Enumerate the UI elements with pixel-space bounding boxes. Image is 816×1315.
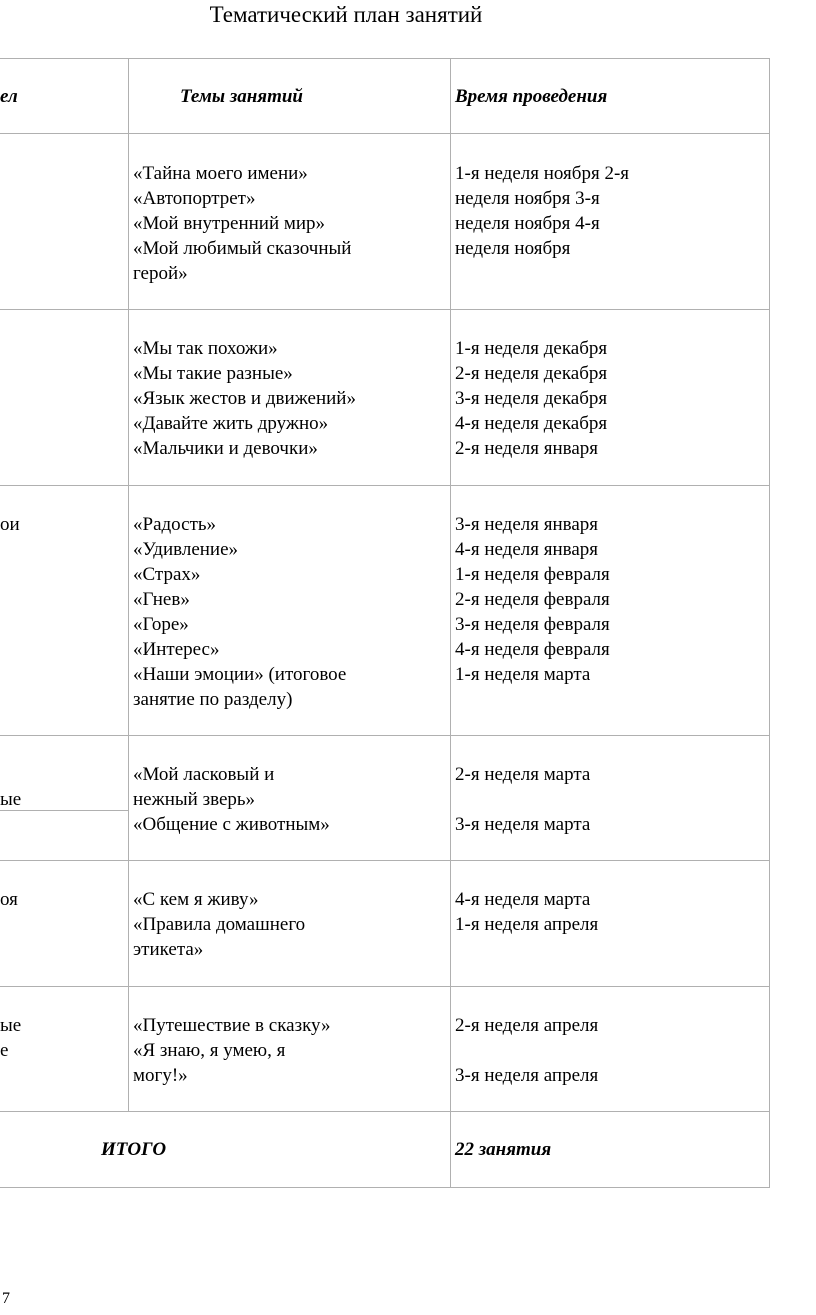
header-topics: Темы занятий <box>180 86 303 107</box>
row-divider <box>0 860 770 861</box>
row-divider <box>0 986 770 987</box>
row-divider <box>0 133 770 134</box>
table-border-top <box>0 58 770 59</box>
row-1-time: 1-я неделя ноября 2-я неделя ноября 3-я неделя ноября 4-я неделя ноября <box>455 163 630 259</box>
row-6-time: 2-я неделя апреля 3-я неделя апреля <box>455 1015 599 1086</box>
column-divider <box>450 58 451 1187</box>
row-3-time: 3-я неделя января 4-я неделя января 1-я неделя февраля 2-я неделя февраля 3-я неделя февраля 4-я неделя февраля 1-я неделя марта <box>455 514 610 685</box>
row-divider <box>0 309 770 310</box>
row-3-topics: «Радость» «Удивление» «Страх» «Гнев» «Горе» «Интерес» «Наши эмоции» (итоговое занятие по разделу) <box>133 514 347 710</box>
row-divider <box>0 485 770 486</box>
table-border-bottom <box>0 1187 770 1188</box>
table-border-right <box>769 58 770 1187</box>
row-5-topics: «С кем я живу» «Правила домашнего этикета» <box>133 889 306 960</box>
row-4-topics: «Мой ласковый и нежный зверь» «Общение с животным» <box>133 764 330 835</box>
total-label: ИТОГО <box>101 1139 167 1160</box>
row-2-time: 1-я неделя декабря 2-я неделя декабря 3-я неделя декабря 4-я неделя декабря 2-я неделя января <box>455 338 608 459</box>
total-value: 22 занятия <box>455 1139 552 1160</box>
header-time: Время проведения <box>455 86 608 107</box>
page-number: 7 <box>2 1290 10 1307</box>
header-section: ел <box>0 86 18 107</box>
row-5-time: 4-я неделя марта 1-я неделя апреля <box>455 889 599 935</box>
column-divider <box>128 58 129 1111</box>
row-2-topics: «Мы так похожи» «Мы такие разные» «Язык жестов и движений» «Давайте жить дружно» «Мальчики и девочки» <box>133 338 356 459</box>
page-title: Тематический план занятий <box>209 2 483 27</box>
row-divider <box>0 1111 770 1112</box>
row-6-section: ые е <box>0 1015 22 1061</box>
row-divider <box>0 735 770 736</box>
row-1-topics: «Тайна моего имени» «Автопортрет» «Мой внутренний мир» «Мой любимый сказочный герой» <box>133 163 352 284</box>
row-3-section: ои <box>0 514 20 535</box>
row-5-section: оя <box>0 889 18 910</box>
row-6-topics: «Путешествие в сказку» «Я знаю, я умею, я могу!» <box>133 1015 331 1086</box>
row-4-time: 2-я неделя марта 3-я неделя марта <box>455 764 591 835</box>
row-4-section: ые <box>0 789 22 810</box>
